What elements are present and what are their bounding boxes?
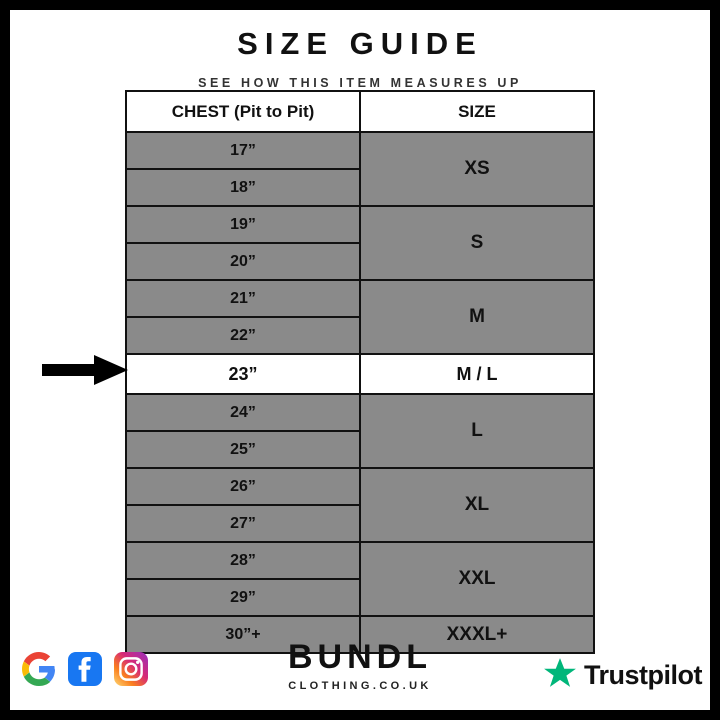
footer — [10, 638, 710, 710]
table-header-row — [126, 91, 594, 132]
page-title: SIZE GUIDE — [237, 26, 483, 61]
table-row-highlighted — [126, 354, 594, 394]
chest-value: 25” — [126, 431, 360, 468]
table-row — [126, 468, 594, 505]
size-table — [125, 90, 595, 654]
brand-website: CLOTHING.CO.UK — [288, 680, 432, 692]
trustpilot-label: Trustpilot — [584, 660, 702, 690]
chest-value: 30”+ — [126, 616, 360, 653]
table-row — [126, 280, 594, 317]
page-subtitle: SEE HOW THIS ITEM MEASURES UP — [198, 76, 522, 90]
trustpilot-star-icon — [543, 656, 577, 695]
size-value: S — [360, 206, 594, 280]
size-value: XXXL+ — [360, 616, 594, 653]
trustpilot-badge[interactable] — [543, 656, 702, 695]
size-table-head — [126, 91, 594, 132]
size-value: XXL — [360, 542, 594, 616]
chest-value: 26” — [126, 468, 360, 505]
chest-value: 27” — [126, 505, 360, 542]
chest-value: 17” — [126, 132, 360, 169]
table-row — [126, 206, 594, 243]
chest-value: 22” — [126, 317, 360, 354]
chest-value: 21” — [126, 280, 360, 317]
size-value: XL — [360, 468, 594, 542]
brand-name: BUNDL — [288, 638, 432, 676]
size-table-body — [126, 132, 594, 653]
chest-value: 24” — [126, 394, 360, 431]
size-value: L — [360, 394, 594, 468]
right-arrow-icon — [42, 355, 128, 385]
size-value: M — [360, 280, 594, 354]
size-table-wrap — [125, 90, 595, 654]
column-header-size: SIZE — [360, 91, 594, 132]
chest-value: 19” — [126, 206, 360, 243]
chest-value: 23” — [126, 354, 360, 394]
table-row — [126, 132, 594, 169]
size-value: M / L — [360, 354, 594, 394]
size-value: XS — [360, 132, 594, 206]
column-header-chest: CHEST (Pit to Pit) — [126, 91, 360, 132]
table-row — [126, 542, 594, 579]
chest-value: 28” — [126, 542, 360, 579]
table-row — [126, 394, 594, 431]
chest-value: 20” — [126, 243, 360, 280]
size-guide-card — [10, 10, 710, 710]
chest-value: 29” — [126, 579, 360, 616]
chest-value: 18” — [126, 169, 360, 206]
